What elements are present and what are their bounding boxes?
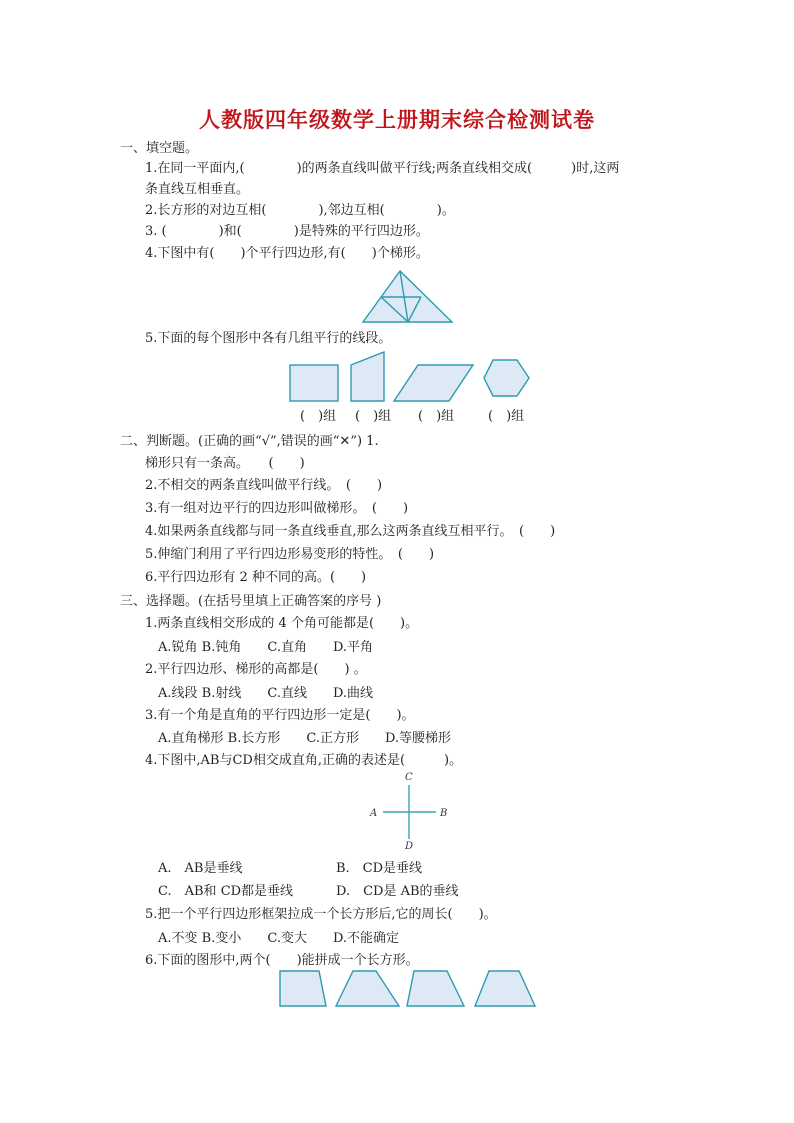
s1-q5: 5.下面的每个图形中各有几组平行的线段。 [145,331,392,346]
s3-q1-options: A.锐角 B.钝角 C.直角 D.平角 [158,640,374,655]
s2-q6: 6.平行四边形有 2 种不同的高。( ) [145,570,367,585]
trapezoid-shape-3 [407,971,464,1006]
s2-q4: 4.如果两条直线都与同一条直线垂直,那么这两条直线互相平行。 ( ) [145,524,556,539]
trapezoid-shape-4 [475,971,535,1006]
label-b: B [440,808,448,819]
s1-q1-line1: 1.在同一平面内,( )的两条直线叫做平行线;两条直线相交成( )时,这两 [145,161,620,176]
s3-q5: 5.把一个平行四边形框架拉成一个长方形后,它的周长( )。 [145,907,497,922]
s1-q5-answer-2: ( )组 [355,409,392,424]
hexagon-shape [484,360,529,396]
s3-q1: 1.两条直线相交形成的 4 个角可能都是( )。 [145,616,419,631]
section2-heading: 二、判断题。(正确的画“√”,错误的画“✕”) 1. [120,434,379,449]
s3-q2-options: A.线段 B.射线 C.直线 D.曲线 [158,686,374,701]
s3-q6: 6.下面的图形中,两个( )能拼成一个长方形。 [145,953,419,968]
shapes-row-figure [286,350,532,404]
s1-q5-answer-1: ( )组 [300,409,337,424]
s1-q2: 2.长方形的对边互相( ),邻边互相( )。 [145,203,455,218]
s3-q4-option-d: D. CD是 AB的垂线 [336,884,459,899]
section3-heading: 三、选择题。(在括号里填上正确答案的序号 ) [120,594,382,609]
page-title: 人教版四年级数学上册期末综合检测试卷 [199,107,595,132]
parallelogram-shape [394,365,473,401]
triangle-figure [360,268,456,326]
trapezoids-row-figure [276,968,542,1010]
s3-q2: 2.平行四边形、梯形的高都是( ) 。 [145,662,367,677]
s3-q4-option-b: B. CD是垂线 [336,861,423,876]
s3-q3: 3.有一个角是直角的平行四边形一定是( )。 [145,708,415,723]
section1-heading: 一、填空题。 [120,141,199,156]
s3-q3-options: A.直角梯形 B.长方形 C.正方形 D.等腰梯形 [158,731,452,746]
trapezoid-shape [351,352,384,401]
label-c: C [405,772,413,783]
s1-q3: 3. ( )和( )是特殊的平行四边形。 [145,224,429,239]
s2-q1: 梯形只有一条高。 ( ) [145,456,305,471]
label-d: D [405,841,414,852]
s1-q5-answer-4: ( )组 [488,409,525,424]
label-a: A [370,808,378,819]
rectangle-shape [290,365,338,401]
perpendicular-lines-figure [366,770,456,850]
s3-q4-option-a: A. AB是垂线 [158,861,243,876]
s1-q1-line2: 条直线互相垂直。 [145,182,250,197]
s3-q5-options: A.不变 B.变小 C.变大 D.不能确定 [158,931,400,946]
trapezoid-shape-2 [336,971,399,1006]
s3-q4: 4.下图中,AB与CD相交成直角,正确的表述是( )。 [145,753,463,768]
s1-q5-answer-3: ( )组 [418,409,455,424]
s3-q4-option-c: C. AB和 CD都是垂线 [158,884,294,899]
right-trapezoid-shape [280,971,326,1006]
s2-q5: 5.伸缩门利用了平行四边形易变形的特性。 ( ) [145,547,435,562]
s2-q2: 2.不相交的两条直线叫做平行线。 ( ) [145,478,383,493]
s2-q3: 3.有一组对边平行的四边形叫做梯形。 ( ) [145,501,409,516]
s1-q4: 4.下图中有( )个平行四边形,有( )个梯形。 [145,246,429,261]
